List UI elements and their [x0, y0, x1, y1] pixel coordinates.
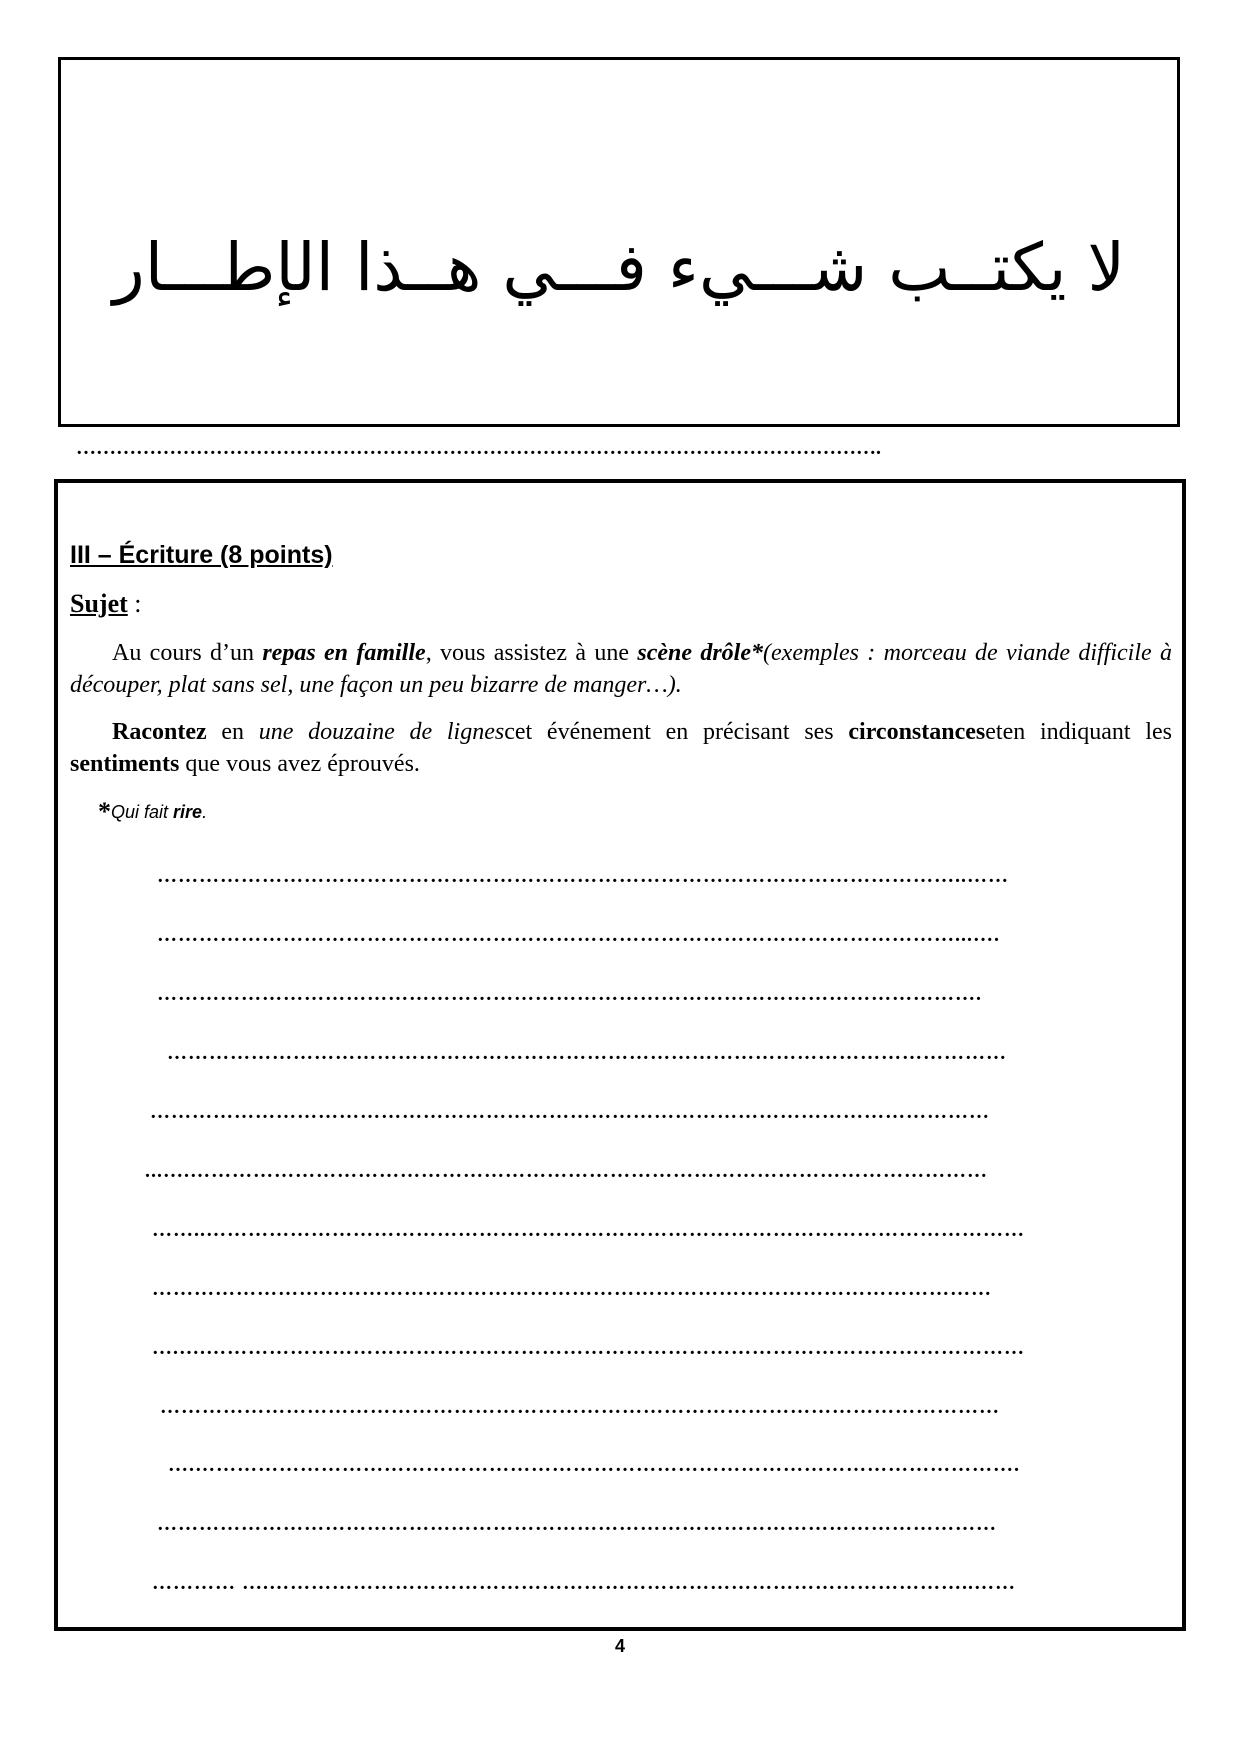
answer-line[interactable]: ………… ….………………………………………………………………………………………..……: [152, 1572, 1016, 1594]
subject-paragraph-1: [70, 637, 1172, 701]
section-title: III – Écriture (8 points): [70, 541, 333, 569]
p2-dozen-lines: une douzaine de lignes: [258, 719, 505, 745]
p2-racontez: Racontez: [112, 719, 207, 745]
p2-feelings: sentiments: [70, 751, 180, 777]
answer-line[interactable]: …………………………………………………………………………………………………………: [152, 1278, 992, 1300]
answer-line[interactable]: ….….………………………………………………………………………………………………………: [152, 1337, 1025, 1359]
answer-line[interactable]: ……………………………………………………………………………………………………….: [157, 983, 982, 1005]
p1-text-2: , vous assistez à une: [425, 640, 638, 666]
p2-text-4: que vous avez éprouvés.: [179, 751, 420, 777]
footnote-rire: rire: [173, 802, 203, 822]
answer-line[interactable]: …………………………………………………………………………………………………………: [160, 1396, 1000, 1418]
answer-line[interactable]: …………………………………………………………………………………………………………: [157, 1513, 997, 1535]
p2-text-2: cet événement en précisant ses: [504, 719, 849, 745]
footnote: [98, 797, 207, 827]
do-not-write-box: [58, 57, 1180, 427]
answer-line[interactable]: …………………………………………………………………………………………………………: [167, 1042, 1007, 1064]
page-number: 4: [614, 1636, 625, 1656]
writing-exercise-box: [54, 479, 1186, 1631]
p1-family-meal: repas en famille: [262, 640, 426, 666]
p2-text-3: eten indiquant les: [985, 719, 1172, 745]
answer-line[interactable]: ……………………………………………………………………………………………………...….: [157, 924, 1000, 946]
answer-line[interactable]: ...….……………………………………………………………………………………………………: [145, 1160, 988, 1182]
footnote-period: .: [202, 802, 208, 822]
p1-examples: (exemples : morceau de viande difficile à découper, plat sans sel, une façon un peu bizarre de manger…).: [70, 640, 1173, 698]
subject-colon: :: [127, 589, 142, 618]
subject-paragraph-2: [70, 716, 1172, 780]
subject-label: Sujet: [70, 589, 128, 618]
footnote-star: *: [98, 797, 111, 826]
p1-text-1: Au cours d’un: [112, 640, 263, 666]
footnote-text-1: Qui fait: [111, 802, 174, 822]
answer-line[interactable]: ……………………………………………………………………………………………………..……: [157, 865, 1009, 887]
subject-heading: [70, 589, 142, 619]
p1-funny-scene: scène drôle*: [637, 640, 764, 666]
p2-text-1: en: [206, 719, 259, 745]
answer-line[interactable]: ….……………………………………………………………………………………………………….: [168, 1454, 1020, 1476]
p2-circumstances: circonstances: [848, 719, 986, 745]
do-not-write-notice: لا يكتــب شـــيء فـــي هــذا الإطـــار: [112, 229, 1126, 306]
cut-separator-line: ………………………………………………………………………………………………………….: [76, 437, 881, 459]
answer-line[interactable]: ……..………………………………………………………………………………………………………: [152, 1219, 1025, 1241]
answer-line[interactable]: …………………………………………………………………………………………………………: [150, 1101, 990, 1123]
